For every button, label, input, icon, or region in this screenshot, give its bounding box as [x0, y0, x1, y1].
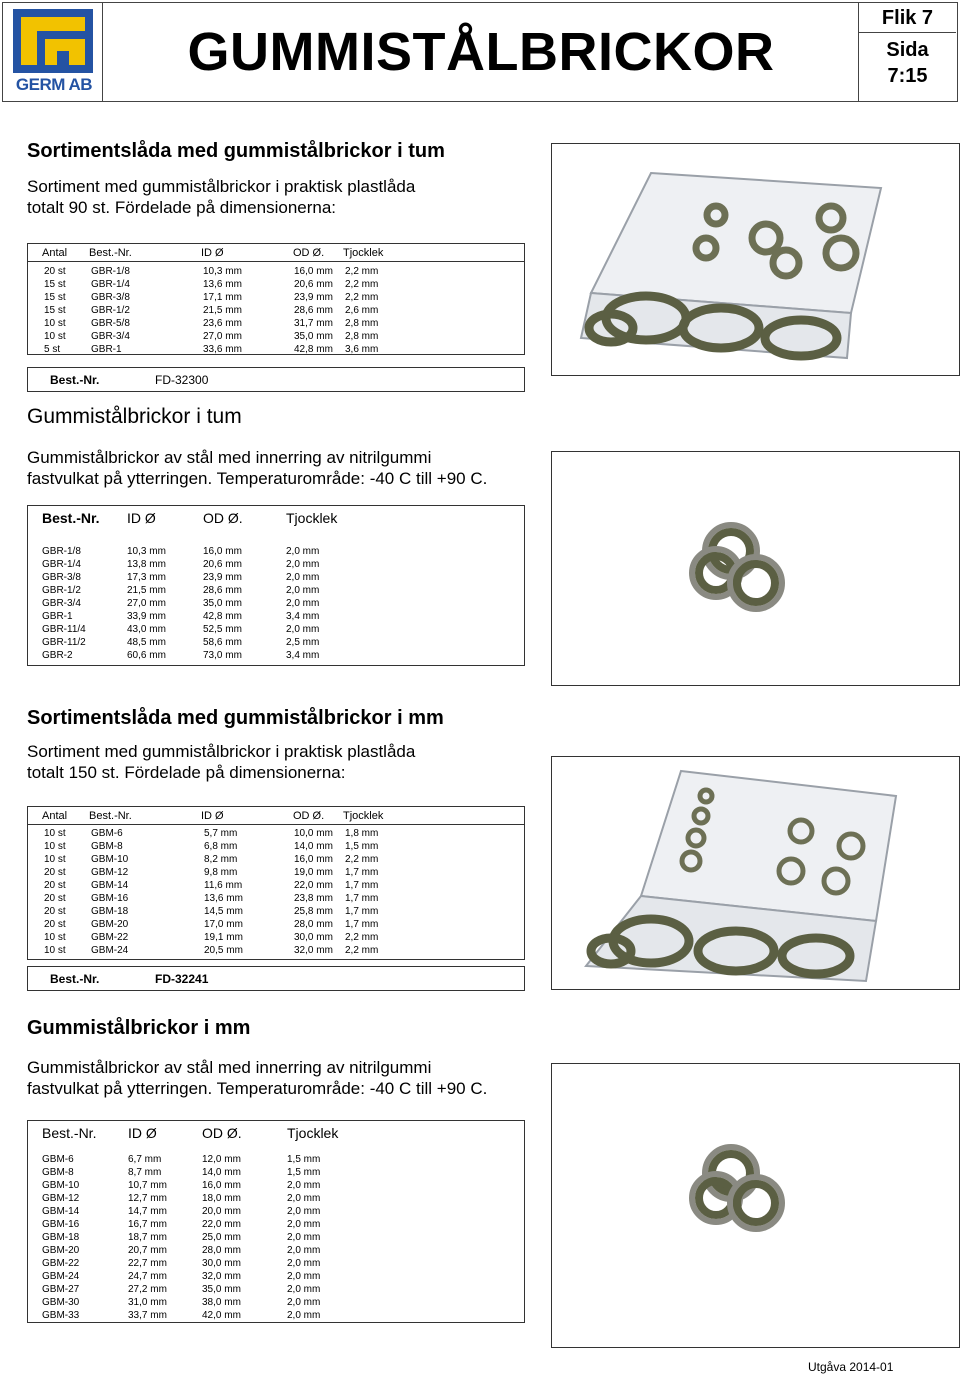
table-cell: GBM-24 [91, 945, 129, 956]
table-row [28, 572, 524, 585]
section-description [27, 176, 547, 218]
table-cell: 8,7 mm [128, 1167, 162, 1178]
table-cell: 20,6 mm [294, 279, 333, 290]
sida-label: Sida [886, 39, 929, 61]
table-cell: GBM-18 [42, 1232, 80, 1243]
table-cell: 2,6 mm [345, 305, 379, 316]
table-cell: 3,6 mm [345, 344, 379, 355]
table-cell: 30,0 mm [202, 1258, 241, 1269]
table-cell: 15 st [44, 305, 66, 316]
table-cell: 28,0 mm [202, 1245, 241, 1256]
table-cell: 21,5 mm [203, 305, 242, 316]
table-cell: 33,7 mm [128, 1310, 167, 1321]
table-cell: 1,5 mm [345, 841, 379, 852]
table-cell: 19,0 mm [294, 867, 333, 878]
table-cell: GBM-10 [42, 1180, 80, 1191]
table-row [28, 945, 524, 958]
table-cell: 8,2 mm [204, 854, 238, 865]
table-cell: 20 st [44, 266, 66, 277]
table-row [28, 546, 524, 559]
table-cell: 35,0 mm [202, 1284, 241, 1295]
table-row [28, 559, 524, 572]
table-cell: 12,7 mm [128, 1193, 167, 1204]
table-cell: 2,0 mm [287, 1180, 321, 1191]
table-row [28, 279, 524, 292]
table-cell: 31,0 mm [128, 1297, 167, 1308]
table-cell: 42,8 mm [294, 344, 333, 355]
table-row [28, 841, 524, 854]
table-cell: 27,0 mm [203, 331, 242, 342]
table-cell: 2,2 mm [345, 945, 379, 956]
table-cell: GBM-10 [91, 854, 129, 865]
table-row [28, 867, 524, 880]
desc-line: fastvulkat på ytterringen. Temperaturområde: -40 C till +90 C. [27, 1079, 488, 1098]
order-number-label: Best.-Nr. [50, 972, 100, 986]
table-cell: 2,0 mm [287, 1219, 321, 1230]
table-row [28, 292, 524, 305]
table-cell: 13,6 mm [204, 893, 243, 904]
table-cell: 3,4 mm [286, 650, 320, 661]
table-cell: 33,9 mm [127, 611, 166, 622]
table-cell: 13,6 mm [203, 279, 242, 290]
table-cell: 10,3 mm [127, 546, 166, 557]
table-cell: 20,7 mm [128, 1245, 167, 1256]
table-cell: 1,7 mm [345, 906, 379, 917]
col-id: ID Ø [201, 247, 224, 259]
table-cell: GBM-16 [91, 893, 129, 904]
table-row [28, 1297, 524, 1310]
table-cell: GBR-3/8 [91, 292, 130, 303]
col-tjocklek: Tjocklek [343, 247, 384, 259]
table-cell: 3,4 mm [286, 611, 320, 622]
table-cell: 35,0 mm [294, 331, 333, 342]
table-cell: 23,9 mm [203, 572, 242, 583]
desc-line: totalt 150 st. Fördelade på dimensionerna: [27, 763, 346, 782]
table-cell: 2,0 mm [286, 585, 320, 596]
table-cell: 2,0 mm [287, 1284, 321, 1295]
table-cell: 2,8 mm [345, 318, 379, 329]
flik-label: Flik 7 [859, 3, 956, 33]
table-cell: 18,0 mm [202, 1193, 241, 1204]
table-cell: 42,8 mm [203, 611, 242, 622]
table-cell: 15 st [44, 292, 66, 303]
table-cell: 23,9 mm [294, 292, 333, 303]
table-cell: 2,2 mm [345, 266, 379, 277]
order-number-label: Best.-Nr. [50, 373, 100, 387]
table-cell: GBM-20 [42, 1245, 80, 1256]
product-image-washers-inch [551, 451, 960, 686]
table-cell: GBM-6 [42, 1154, 74, 1165]
table-cell: 16,0 mm [203, 546, 242, 557]
table-cell: 73,0 mm [203, 650, 242, 661]
table-row [28, 637, 524, 650]
germ-logo-icon [13, 9, 93, 73]
table-row [28, 266, 524, 279]
table-cell: GBM-14 [42, 1206, 80, 1217]
table-cell: 2,0 mm [287, 1297, 321, 1308]
table-cell: 18,7 mm [128, 1232, 167, 1243]
table-cell: 20,0 mm [202, 1206, 241, 1217]
table-cell: 14,5 mm [204, 906, 243, 917]
table-cell: 25,8 mm [294, 906, 333, 917]
table-cell: 28,6 mm [294, 305, 333, 316]
assortment-table-inch [27, 243, 525, 355]
logo [3, 3, 103, 101]
table-cell: 10 st [44, 854, 66, 865]
table-cell: 2,0 mm [286, 598, 320, 609]
product-image-washers-mm [551, 1063, 960, 1348]
table-body [28, 546, 524, 663]
table-row [28, 1258, 524, 1271]
table-cell: GBM-6 [91, 828, 123, 839]
table-cell: 9,8 mm [204, 867, 238, 878]
table-cell: 16,0 mm [294, 854, 333, 865]
table-cell: 20 st [44, 893, 66, 904]
table-cell: 30,0 mm [294, 932, 333, 943]
table-cell: 19,1 mm [204, 932, 243, 943]
table-cell: 6,7 mm [128, 1154, 162, 1165]
section-title: Sortimentslåda med gummistålbrickor i tum [27, 140, 445, 162]
table-cell: 20 st [44, 880, 66, 891]
washer-table-inch [27, 505, 525, 666]
table-cell: 6,8 mm [204, 841, 238, 852]
table-cell: 16,0 mm [294, 266, 333, 277]
table-cell: 17,0 mm [204, 919, 243, 930]
table-cell: 1,7 mm [345, 893, 379, 904]
table-cell: GBR-1/2 [42, 585, 81, 596]
table-cell: 17,1 mm [203, 292, 242, 303]
table-cell: 10,3 mm [203, 266, 242, 277]
table-body [28, 1154, 524, 1323]
table-row [28, 1219, 524, 1232]
table-row [28, 880, 524, 893]
product-image-box-mm [551, 756, 960, 990]
table-cell: GBM-22 [42, 1258, 80, 1269]
washer-table-mm [27, 1120, 525, 1323]
table-cell: 25,0 mm [202, 1232, 241, 1243]
table-cell: 22,0 mm [294, 880, 333, 891]
table-cell: 20,6 mm [203, 559, 242, 570]
table-cell: 2,0 mm [287, 1206, 321, 1217]
table-row [28, 906, 524, 919]
table-cell: 58,6 mm [203, 637, 242, 648]
table-cell: GBR-1 [42, 611, 73, 622]
table-cell: 10 st [44, 828, 66, 839]
table-row [28, 1154, 524, 1167]
table-cell: 1,5 mm [287, 1154, 321, 1165]
table-cell: GBM-24 [42, 1271, 80, 1282]
table-cell: GBR-1/8 [42, 546, 81, 557]
section-description [27, 741, 547, 783]
section-description [27, 447, 547, 489]
table-cell: 2,0 mm [286, 546, 320, 557]
table-cell: 28,6 mm [203, 585, 242, 596]
table-row [28, 331, 524, 344]
table-cell: 2,0 mm [287, 1245, 321, 1256]
desc-line: Sortiment med gummistålbrickor i praktisk plastlåda [27, 177, 416, 196]
table-row [28, 318, 524, 331]
edition-footer: Utgåva 2014-01 [808, 1360, 894, 1374]
table-cell: GBM-16 [42, 1219, 80, 1230]
page-header [2, 2, 958, 102]
table-cell: 2,0 mm [287, 1271, 321, 1282]
table-row [28, 585, 524, 598]
table-cell: GBR-3/8 [42, 572, 81, 583]
table-row [28, 1271, 524, 1284]
table-cell: GBR-2 [42, 650, 73, 661]
table-cell: GBM-20 [91, 919, 129, 930]
section-title: Sortimentslåda med gummistålbrickor i mm [27, 707, 444, 729]
table-cell: 1,7 mm [345, 880, 379, 891]
table-cell: 2,0 mm [287, 1310, 321, 1321]
table-row [28, 650, 524, 663]
table-row [28, 919, 524, 932]
table-cell: 31,7 mm [294, 318, 333, 329]
table-cell: GBM-12 [42, 1193, 80, 1204]
table-cell: GBM-27 [42, 1284, 80, 1295]
table-row [28, 344, 524, 357]
table-cell: 2,0 mm [286, 572, 320, 583]
table-row [28, 611, 524, 624]
table-row [28, 598, 524, 611]
table-cell: 14,0 mm [202, 1167, 241, 1178]
table-cell: 5,7 mm [204, 828, 238, 839]
table-row [28, 854, 524, 867]
table-cell: 42,0 mm [202, 1310, 241, 1321]
section-title: Gummistålbrickor i mm [27, 1017, 251, 1039]
desc-line: fastvulkat på ytterringen. Temperaturområde: -40 C till +90 C. [27, 469, 488, 488]
table-cell: 10 st [44, 945, 66, 956]
table-cell: GBM-18 [91, 906, 129, 917]
table-cell: 11,6 mm [204, 880, 243, 891]
table-cell: 20 st [44, 867, 66, 878]
table-cell: 2,2 mm [345, 279, 379, 290]
table-cell: GBR-1/4 [42, 559, 81, 570]
table-cell: GBM-22 [91, 932, 129, 943]
table-row [28, 932, 524, 945]
washer-icon [551, 1063, 960, 1348]
table-cell: 23,8 mm [294, 893, 333, 904]
assortment-box-icon [551, 756, 960, 990]
order-number-value: FD-32300 [155, 373, 209, 387]
table-cell: 14,7 mm [128, 1206, 167, 1217]
table-row [28, 1180, 524, 1193]
section-title: Gummistålbrickor i tum [27, 405, 242, 428]
table-cell: GBR-1/2 [91, 305, 130, 316]
table-cell: 17,3 mm [127, 572, 166, 583]
table-cell: 1,7 mm [345, 867, 379, 878]
order-number-box [27, 966, 525, 991]
desc-line: Sortiment med gummistålbrickor i praktisk plastlåda [27, 742, 416, 761]
table-cell: 38,0 mm [202, 1297, 241, 1308]
table-cell: 15 st [44, 279, 66, 290]
logo-text: GERM AB [15, 75, 93, 94]
desc-line: totalt 90 st. Fördelade på dimensionerna: [27, 198, 337, 217]
table-cell: 1,7 mm [345, 919, 379, 930]
table-cell: 10 st [44, 318, 66, 329]
table-cell: GBR-3/4 [42, 598, 81, 609]
table-cell: 24,7 mm [128, 1271, 167, 1282]
table-cell: 10 st [44, 331, 66, 342]
col-antal: Antal [42, 247, 68, 259]
table-row [28, 305, 524, 318]
table-cell: 2,0 mm [286, 559, 320, 570]
table-cell: 10 st [44, 932, 66, 943]
assortment-box-icon [551, 143, 960, 376]
table-cell: 60,6 mm [127, 650, 166, 661]
table-cell: 27,0 mm [127, 598, 166, 609]
table-cell: 52,5 mm [203, 624, 242, 635]
washer-icon [551, 451, 960, 686]
table-cell: 2,2 mm [345, 292, 379, 303]
table-cell: 2,2 mm [345, 932, 379, 943]
page-index [858, 3, 957, 101]
table-cell: 2,0 mm [286, 624, 320, 635]
order-number-box [27, 367, 525, 392]
table-row [28, 1193, 524, 1206]
table-cell: GBR-1/8 [91, 266, 130, 277]
table-cell: GBM-30 [42, 1297, 80, 1308]
table-cell: 2,8 mm [345, 331, 379, 342]
table-cell: 20 st [44, 906, 66, 917]
table-cell: GBR-1 [91, 344, 122, 355]
table-header: Best.-Nr. ID Ø OD Ø. Tjocklek [42, 1125, 339, 1141]
table-row [28, 1284, 524, 1297]
table-cell: GBR-5/8 [91, 318, 130, 329]
table-cell: GBM-8 [91, 841, 123, 852]
table-row [28, 1310, 524, 1323]
table-cell: 2,0 mm [287, 1258, 321, 1269]
table-cell: 14,0 mm [294, 841, 333, 852]
table-row [28, 893, 524, 906]
assortment-table-mm [27, 806, 525, 960]
table-cell: 20 st [44, 919, 66, 930]
table-row [28, 1232, 524, 1245]
table-cell: GBR-1/4 [91, 279, 130, 290]
table-cell: 10,7 mm [128, 1180, 167, 1191]
table-cell: 16,0 mm [202, 1180, 241, 1191]
table-cell: 12,0 mm [202, 1154, 241, 1165]
table-cell: GBM-12 [91, 867, 129, 878]
table-row [28, 828, 524, 841]
table-cell: GBM-33 [42, 1310, 80, 1321]
order-number-value: FD-32241 [155, 972, 209, 986]
table-cell: 35,0 mm [203, 598, 242, 609]
table-cell: GBR-11/2 [42, 637, 86, 648]
table-cell: 2,5 mm [286, 637, 320, 648]
table-row [28, 624, 524, 637]
table-body [28, 266, 524, 357]
table-cell: 2,0 mm [287, 1232, 321, 1243]
table-header: Best.-Nr. ID Ø OD Ø. Tjocklek [42, 510, 338, 526]
table-cell: 2,2 mm [345, 854, 379, 865]
table-cell: GBM-8 [42, 1167, 74, 1178]
page-title: GUMMISTÅLBRICKOR [187, 22, 775, 82]
table-row [28, 1206, 524, 1219]
table-cell: 32,0 mm [294, 945, 333, 956]
col-bestnr: Best.-Nr. [89, 247, 132, 259]
product-image-box-inch [551, 143, 960, 376]
table-cell: 48,5 mm [127, 637, 166, 648]
table-cell: 13,8 mm [127, 559, 166, 570]
col-od: OD Ø. [293, 247, 325, 259]
table-cell: 1,5 mm [287, 1167, 321, 1178]
table-row [28, 1245, 524, 1258]
table-cell: 2,0 mm [287, 1193, 321, 1204]
table-cell: 21,5 mm [127, 585, 166, 596]
table-cell: GBM-14 [91, 880, 129, 891]
table-cell: GBR-11/4 [42, 624, 86, 635]
table-cell: 33,6 mm [203, 344, 242, 355]
table-cell: 10 st [44, 841, 66, 852]
table-body [28, 828, 524, 958]
table-row [28, 1167, 524, 1180]
table-cell: 32,0 mm [202, 1271, 241, 1282]
table-cell: 28,0 mm [294, 919, 333, 930]
table-cell: 1,8 mm [345, 828, 379, 839]
table-header: Antal Best.-Nr. ID Ø OD Ø. Tjocklek [28, 807, 524, 825]
table-cell: 5 st [44, 344, 61, 355]
table-cell: 27,2 mm [128, 1284, 167, 1295]
section-description [27, 1057, 547, 1099]
table-cell: 10,0 mm [294, 828, 333, 839]
table-cell: 23,6 mm [203, 318, 242, 329]
table-cell: 20,5 mm [204, 945, 243, 956]
desc-line: Gummistålbrickor av stål med innerring av nitrilgummi [27, 448, 432, 467]
table-cell: 22,0 mm [202, 1219, 241, 1230]
sida-number: 7:15 [887, 65, 928, 87]
table-cell: 43,0 mm [127, 624, 166, 635]
table-cell: 22,7 mm [128, 1258, 167, 1269]
table-cell: GBR-3/4 [91, 331, 130, 342]
table-cell: 16,7 mm [128, 1219, 167, 1230]
table-header [28, 244, 524, 262]
desc-line: Gummistålbrickor av stål med innerring av nitrilgummi [27, 1058, 432, 1077]
